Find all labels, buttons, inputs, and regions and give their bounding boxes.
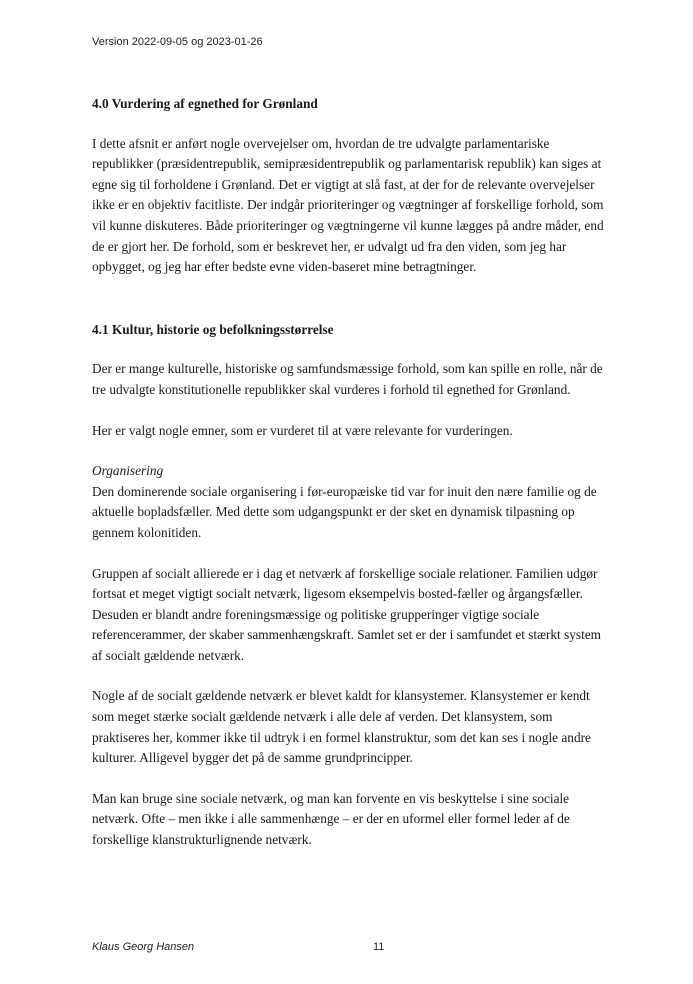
paragraph: Den dominerende sociale organisering i før-europæiske tid var for inuit den nære familie og de aktuelle bopladsfæller. Med dette som udgangspunkt er der sket en dynamisk tilpasning op gennem kolonitiden.: [92, 483, 597, 540]
paragraph: Gruppen af socialt allierede er i dag et netværk af forskellige sociale relationer. Familien udgør fortsat et meget vigtigt socialt netværk, ligesom eksempelvis bosted-fæller og årgangsfæller. Desuden er blandt andre foreningsmæssige og politiske grupperinger vigtige sociale referencerammer, der skaber sammenhængskraft. Samlet set er der i samfundet et stærkt system af socialt gældende netværk.: [92, 565, 602, 663]
section-4-1-intro: Der er mange kulturelle, historiske og samfundsmæssige forhold, som kan spille en rolle, når de tre udvalgte konstitutionelle republikker skal vurderes i forhold til egnethed for Grønland.: [92, 361, 603, 397]
page-content: [92, 94, 612, 851]
version-header: Version 2022-09-05 og 2023-01-26: [92, 36, 263, 48]
paragraph: Nogle af de socialt gældende netværk er blevet kaldt for klansystemer. Klansystemer er kendt som meget stærke socialt gældende netværk i alle dele af verden. Det klansystem, som praktiseres her, kommer ikke til udtryk i en formel klanstruktur, som det kan ses i nogle andre kulturer. Alligevel bygger det på de samme grundprincipper.: [92, 688, 591, 766]
section-heading-4-0: 4.0 Vurdering af egnethed for Grønland: [92, 96, 318, 111]
subheading-organisering: Organisering: [92, 463, 164, 479]
section-heading-4-1: 4.1 Kultur, historie og befolkningsstørrelse: [92, 321, 334, 337]
footer-author: Klaus Georg Hansen: [92, 941, 195, 953]
paragraph: Man kan bruge sine sociale netværk, og man kan forvente en vis beskyttelse i sine sociale netværk. Ofte – men ikke i alle sammenhænge – er der en uformel eller formel leder af de forskellige klanstrukturlignende netværk.: [92, 790, 570, 848]
section-4-0-paragraph: I dette afsnit er anført nogle overvejelser om, hvordan de tre udvalgte parlamentariske republikker (præsidentrepublik, semipræsidentrepublik og parlamentarisk republik) kan siges at egne sig til forholdene i Grønland. Det er vigtigt at slå fast, at der for de relevante overvejelser ikke er en objektiv facitliste. Der indgår prioriteringer og vægtninger af forskellige forhold, som vil kunne diskuteres. Både prioriteringer og vægtningerne vil kunne lægges på andre måder, end de er gjort her. De forhold, som er beskrevet her, er udvalgt ud fra den viden, som jeg har opbygget, og jeg har efter bedste evne viden-baseret mine betragtninger.: [92, 135, 604, 275]
section-4-1-selected: Her er valgt nogle emner, som er vurderet til at være relevante for vurderingen.: [92, 422, 513, 438]
page-number: 11: [373, 941, 385, 953]
